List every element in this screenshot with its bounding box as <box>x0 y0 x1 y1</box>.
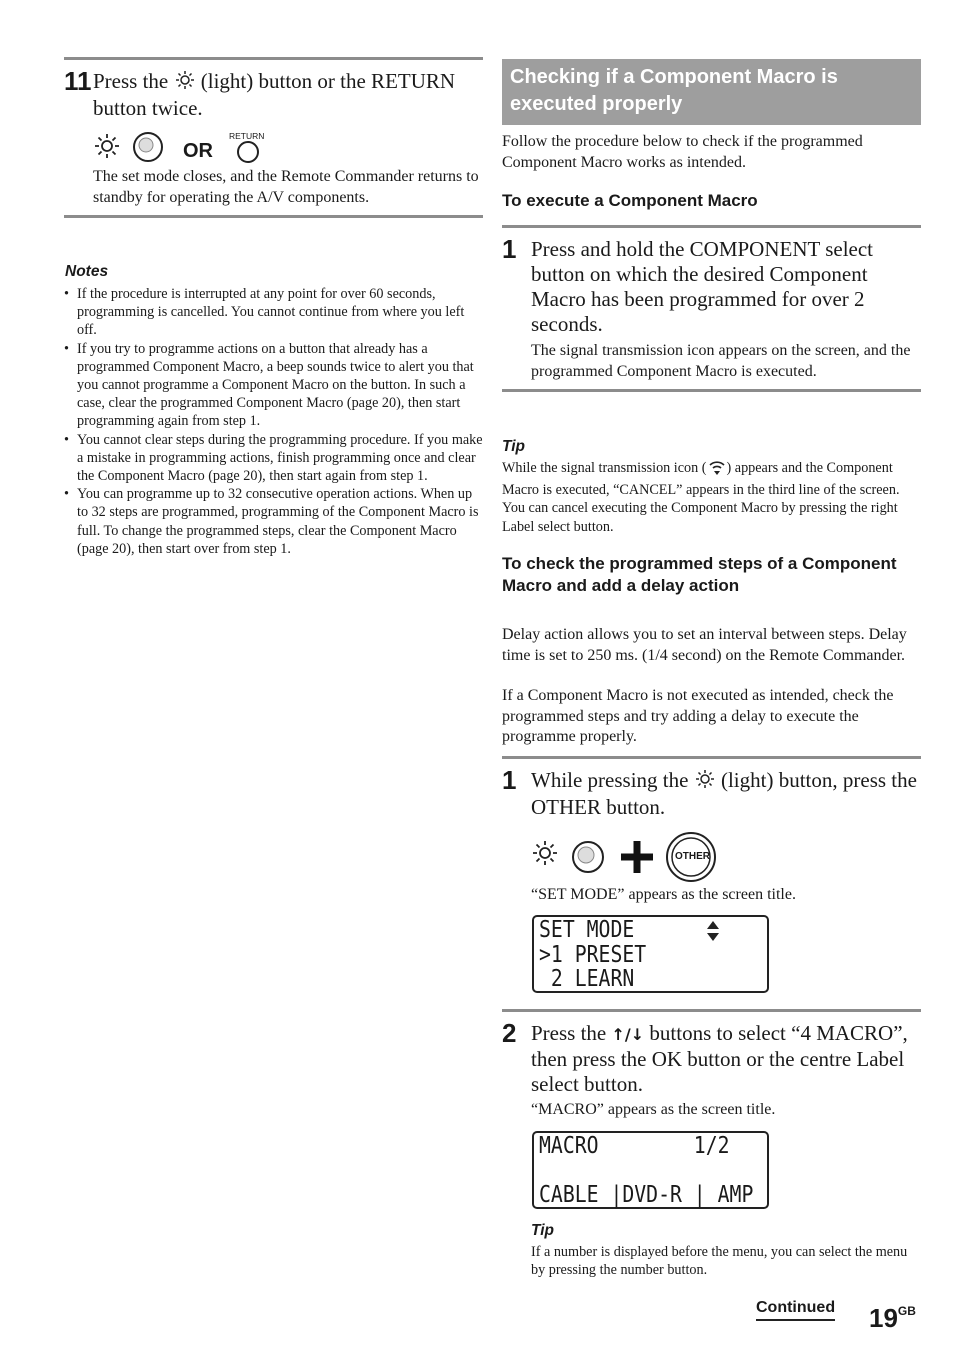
lcd-line: 2 LEARN <box>539 966 635 992</box>
check-step2-desc: “MACRO” appears as the screen title. <box>531 1101 776 1118</box>
light-icon <box>174 70 196 96</box>
step11-number: 11 <box>64 66 92 96</box>
check-heading: To check the programmed steps of a Component Macro and add a delay action <box>502 554 897 595</box>
note-item: • You can programme up to 32 consecutive operation actions. When up to 32 steps are programmed, programming of the Component Macro is full. To change the programmed steps, clear the Component Macro (page 20), then start over from step 1. <box>64 485 484 558</box>
note-item: • You cannot clear steps during the programming procedure. If you make a mistake in programming actions, finish programming once and clear the Component Macro (page 20), then start again from step 1. <box>64 431 484 486</box>
page-number: $19^{GB}$ <box>869 1303 916 1333</box>
execute-top-rule <box>502 225 921 228</box>
light-icon <box>694 769 716 795</box>
notes-heading: Notes <box>65 263 109 280</box>
return-label: RETURN <box>229 131 265 141</box>
section-title: Checking if a Component Macro is executed properly <box>510 66 838 115</box>
check-para2: If a Component Macro is not executed as intended, check the programmed steps and try adding a delay to execute the programme properly. <box>502 687 894 745</box>
tip1-heading: Tip <box>502 438 525 455</box>
execute-step-desc: The signal transmission icon appears on the screen, and the programmed Component Macro is executed. <box>531 342 911 380</box>
lcd-set-mode-screen <box>532 915 769 993</box>
scroll-updown-icon <box>706 920 720 942</box>
note-item: • If the procedure is interrupted at any point for over 60 seconds, programming is cancelled. You cannot continue from where you left off. <box>64 285 484 340</box>
other-label: OTHER <box>675 851 710 862</box>
signal-transmission-icon <box>707 459 727 481</box>
step11-description: The set mode closes, and the Remote Commander returns to standby for operating the A/V components. <box>93 168 479 206</box>
step11-text: Press the (light) button or the RETURN button twice. <box>93 69 456 120</box>
tip1-text: While the signal transmission icon ( ) appears and the Component Macro is executed, “CANCEL” appears in the third line of the screen. You can cancel executing the Component Macro by pressing the right Label select button. <box>502 460 900 535</box>
page-suffix: GB <box>897 1304 916 1318</box>
step11-top-rule <box>64 57 483 60</box>
check-step2-number: 2 <box>502 1018 517 1048</box>
execute-step-number: 1 <box>502 234 517 264</box>
step11-bottom-rule <box>64 215 483 218</box>
check-step1-top-rule <box>502 756 921 759</box>
light-button-illustration <box>93 130 173 166</box>
lcd-line <box>539 1159 731 1184</box>
intro-text: Follow the procedure below to check if the programmed Component Macro works as intended. <box>502 133 863 171</box>
up-down-arrow-icon: ↑/↓ <box>611 1025 645 1044</box>
lcd-line: SET MODE <box>539 917 635 943</box>
check-step2-top-rule <box>502 1009 921 1012</box>
check-step1-desc: “SET MODE” appears as the screen title. <box>531 886 796 903</box>
execute-bottom-rule <box>502 389 921 392</box>
return-button-illustration <box>234 140 262 164</box>
tip2-heading: Tip <box>531 1222 554 1239</box>
execute-heading: To execute a Component Macro <box>502 191 758 210</box>
section-title-banner <box>502 59 921 125</box>
tip2-text: If a number is displayed before the menu, you can select the menu by pressing the number button. <box>531 1244 908 1279</box>
check-para1: Delay action allows you to set an interval between steps. Delay time is set to 250 ms. (1/4 second) on the Remote Commander. <box>502 626 907 664</box>
lcd-macro-screen <box>532 1131 769 1209</box>
check-step1-number: 1 <box>502 765 517 795</box>
check-step1-text: While pressing the (light) button, press the OTHER button. <box>531 768 917 819</box>
note-item: • If you try to programme actions on a button that already has a programmed Component Macro, a beep sounds twice to alert you that you cannot programme a Component Macro on the button. In such a case, clear the programmed Component Macro (page 20), then start programming again from step 1. <box>64 340 484 431</box>
notes-list <box>64 285 484 558</box>
lcd-line: CABLE |DVD-R | AMP <box>539 1182 754 1208</box>
or-label: OR <box>183 140 213 162</box>
lcd-line: MACRO 1/2 <box>539 1133 730 1159</box>
check-step2-text: Press the ↑/↓ buttons to select “4 MACRO”, then press the OK button or the centre Label select button. <box>531 1021 908 1096</box>
continued-label: Continued <box>756 1299 835 1321</box>
lcd-line: >1 PRESET <box>539 941 647 968</box>
execute-step-text: Press and hold the COMPONENT select button on which the desired Component Macro has been programmed for over 2 seconds. <box>531 237 873 336</box>
